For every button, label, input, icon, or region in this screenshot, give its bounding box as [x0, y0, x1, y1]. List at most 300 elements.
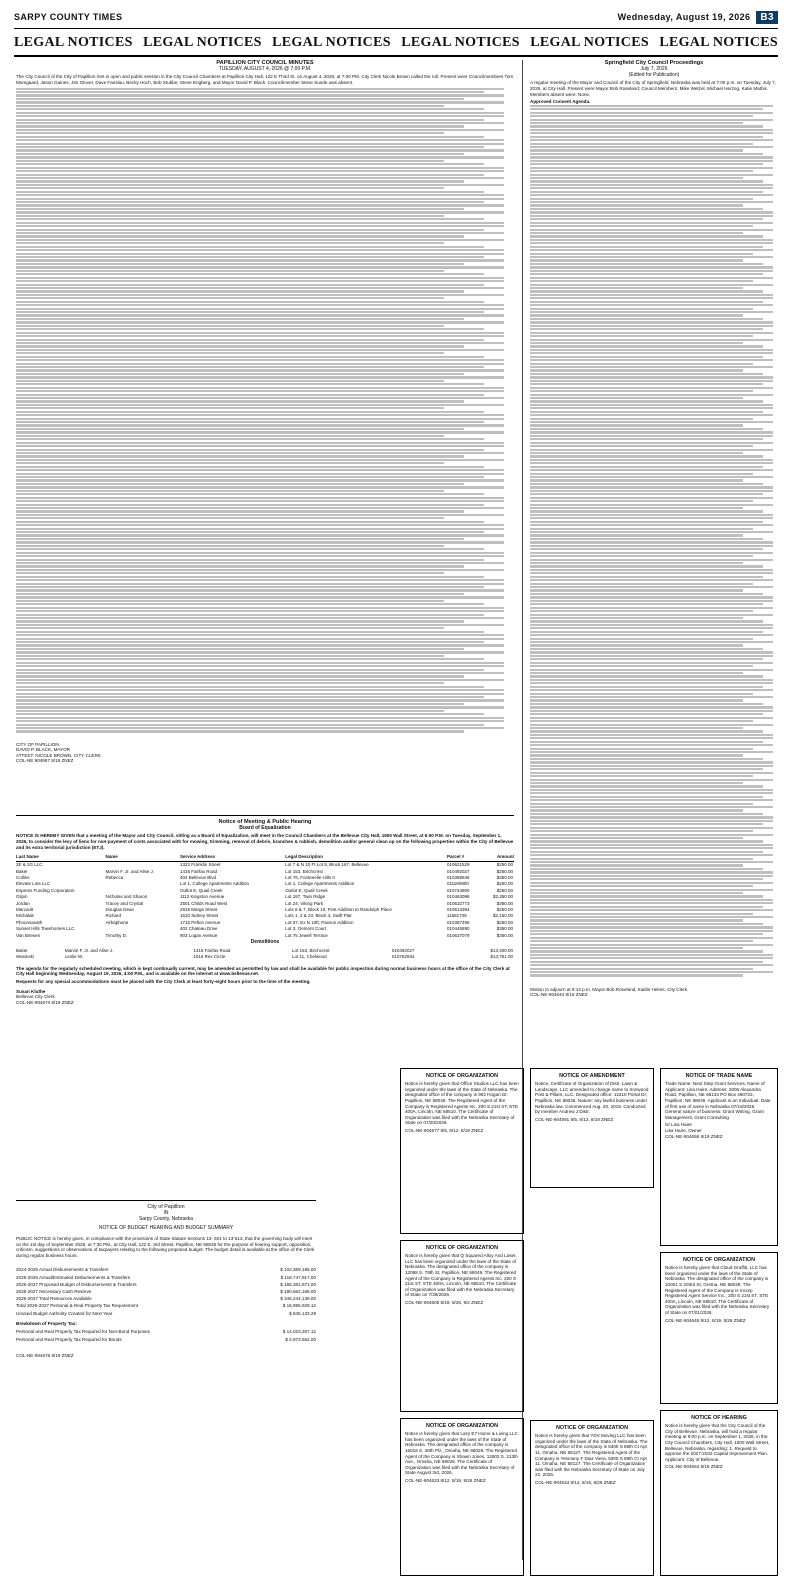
fine-print-line — [530, 854, 773, 856]
budget-line-amount: $ 16,996,929.12 — [282, 1303, 316, 1309]
fine-print-line — [16, 328, 484, 330]
fine-print-line — [16, 242, 444, 244]
fine-print-line — [530, 631, 763, 633]
fine-print-line — [16, 541, 504, 543]
fine-print-line — [16, 713, 484, 715]
notice-title: NOTICE OF TRADE NAME — [685, 1073, 753, 1079]
fine-print-line — [530, 160, 773, 162]
fine-print-line — [530, 287, 743, 289]
budget-line-label: 2026-2027 Total Resources Available — [16, 1296, 92, 1302]
fine-print-line — [530, 868, 763, 870]
fine-print-line — [16, 335, 504, 337]
fine-print-line — [16, 706, 504, 708]
fine-print-line — [16, 651, 504, 653]
fine-print-line — [530, 768, 763, 770]
budget-line — [16, 1302, 316, 1309]
fine-print-line — [530, 926, 773, 928]
fine-print-line — [16, 435, 444, 437]
table-cell: Michalak — [16, 913, 34, 919]
fine-print-line — [530, 909, 773, 911]
fine-print-line — [16, 672, 504, 674]
table-cell: Nicholas and Sharon — [105, 894, 148, 900]
fine-print-line — [16, 390, 504, 392]
signature-line: ATTEST: NICOLE BROWN, CITY CLERK — [16, 752, 101, 758]
fine-print-line — [530, 569, 773, 571]
fine-print-line — [530, 108, 763, 110]
fine-print-line — [530, 366, 773, 368]
equalization-subtitle: Board of Equalization — [239, 825, 291, 832]
fine-print-line — [16, 136, 484, 138]
masthead-right — [618, 11, 778, 24]
springfield-minutes-edited: (Edited for Publication) — [628, 72, 680, 79]
fine-print-line — [16, 428, 464, 430]
fine-print-line — [16, 290, 464, 292]
fine-print-line — [16, 235, 464, 237]
notice-code: COL-NE-904605 8/19, 8/26, 9/2 ZNEZ — [405, 1299, 484, 1305]
fine-print-line — [530, 679, 773, 681]
fine-print-line — [530, 913, 753, 915]
fine-print-line — [16, 675, 464, 677]
fine-print-line — [530, 517, 773, 519]
fine-print-line — [530, 424, 743, 426]
table-cell: Rebecca — [105, 874, 124, 880]
table-cell: Baker — [16, 947, 28, 953]
papillion-minutes — [16, 60, 514, 806]
table-cell: Outlot E, Quail Creek — [179, 887, 223, 893]
fine-print-line — [16, 297, 444, 299]
fine-print-line — [530, 198, 753, 200]
fine-print-line — [530, 620, 763, 622]
fine-print-line — [16, 500, 504, 502]
fine-print-line — [16, 555, 504, 557]
demolitions-label: Demolitions — [250, 939, 280, 946]
fine-print-line — [530, 174, 773, 176]
notice-body: Notice is hereby given that the City Council of the City of Bellevue, Nebraska, will hold a regular meeting at 6:00 p.m. on September 1, 2026, in the City Council Chambers, City Hall, 1500 Wall Street, Bellevue, Nebraska, regarding: 1. Request to approve the 2027-2032 Capital Improvement Plan. Applicant: City of Bellevue. — [665, 1423, 770, 1462]
fine-print-line — [530, 411, 763, 413]
fine-print-line — [530, 531, 773, 533]
table-cell: 010621529 — [446, 862, 470, 868]
fine-print-line — [16, 534, 504, 536]
fine-print-line — [530, 459, 773, 461]
fine-print-line — [16, 177, 504, 179]
fine-print-line — [530, 129, 773, 131]
fine-print-line — [530, 438, 763, 440]
springfield-minutes-ending: Motion to adjourn at 9:13 p.m. Mayor Bob Roseland, Kaitlin Helms, City Clerk. — [530, 986, 689, 992]
fine-print-line — [530, 950, 763, 952]
fine-print-line — [530, 500, 753, 502]
table-cell: $250.00 — [496, 919, 513, 925]
fine-print-line — [530, 957, 773, 959]
fine-print-line — [16, 163, 484, 165]
fine-print-line — [530, 899, 773, 901]
budget-line — [16, 1274, 316, 1281]
fine-print-line — [530, 246, 763, 248]
fine-print-line — [16, 301, 484, 303]
fine-print-line — [16, 194, 504, 196]
fine-print-line — [530, 644, 743, 646]
fine-print-line — [16, 473, 504, 475]
fine-print-line — [530, 555, 753, 557]
fine-print-line — [530, 885, 753, 887]
fine-print-line — [16, 469, 504, 471]
fine-print-line — [530, 651, 773, 653]
fine-print-line — [16, 397, 504, 399]
notice-title: NOTICE OF ORGANIZATION — [425, 1073, 499, 1079]
fine-print-line — [16, 476, 484, 478]
springfield-consent-heading: Approved Consent Agenda. — [530, 99, 591, 105]
fine-print-line — [16, 101, 504, 103]
notice-title: NOTICE OF ORGANIZATION — [425, 1245, 499, 1251]
fine-print-line — [530, 486, 773, 488]
budget-breakdown — [16, 1328, 316, 1342]
fine-print-line — [530, 754, 743, 756]
fine-print-line — [530, 211, 773, 213]
table-cell: 1112 Kingston Avenue — [179, 894, 225, 900]
fine-print-line — [16, 517, 444, 519]
table-cell: 1610 Sidney Street — [179, 913, 219, 919]
fine-print-line — [16, 466, 484, 468]
fine-print-line — [530, 115, 753, 117]
fine-print-line — [530, 930, 773, 932]
budget-line-label: Total 2026-2027 Personal & Real Property Tax Requirement — [16, 1303, 138, 1309]
fine-print-line — [530, 363, 753, 365]
equalization-signer: Susan Kluthe — [16, 988, 46, 994]
fine-print-line — [16, 497, 504, 499]
fine-print-line — [530, 452, 743, 454]
budget-line — [16, 1295, 316, 1302]
fine-print-line — [530, 462, 773, 464]
fine-print-line — [16, 696, 484, 698]
fine-print-line — [530, 167, 773, 169]
fine-print-line — [16, 583, 504, 585]
table-cell: Lot 153, Birchcrest — [285, 868, 323, 874]
fine-print-line — [530, 730, 763, 732]
fine-print-line — [16, 624, 504, 626]
fine-print-line — [530, 273, 763, 275]
budget-breakdown-label: Breakdown of Property Tax: — [16, 1320, 77, 1326]
fine-print-line — [16, 614, 484, 616]
table-cell: Van Briesen — [16, 932, 41, 938]
table-cell: $250.00 — [496, 862, 513, 868]
fine-print-line — [530, 359, 773, 361]
budget-line-label: 2026-2027 Proposed Budget of Disbursements & Transfers — [16, 1281, 137, 1287]
fine-print-line — [530, 761, 773, 763]
fine-print-line — [16, 352, 444, 354]
fine-print-line — [530, 473, 753, 475]
table-cell: Lots 6 & 7, Block 10, First Addition to Randolph Place — [285, 906, 392, 912]
fine-print-line — [530, 772, 773, 774]
fine-print-line — [530, 163, 763, 165]
fine-print-line — [530, 534, 743, 536]
fine-print-line — [16, 218, 484, 220]
fine-print-line — [530, 476, 773, 478]
budget-line-amount: $ 102,369,195.00 — [280, 1267, 316, 1273]
fine-print-line — [530, 737, 773, 739]
table-cell: 010762834 — [391, 953, 415, 959]
fine-print-line — [530, 675, 763, 677]
notice-office-studios — [400, 1068, 524, 1234]
fine-print-line — [530, 617, 743, 619]
fine-print-line — [16, 108, 484, 110]
fine-print-line — [16, 318, 464, 320]
fine-print-line — [16, 225, 504, 227]
fine-print-line — [16, 579, 504, 581]
fine-print-line — [530, 442, 773, 444]
papillion-signature — [16, 742, 514, 764]
fine-print-line — [16, 201, 484, 203]
fine-print-line — [16, 174, 484, 176]
fine-print-line — [530, 816, 773, 818]
fine-print-line — [530, 779, 773, 781]
fine-print-line — [530, 301, 763, 303]
table-cell: $250.00 — [496, 868, 513, 874]
fine-print-line — [16, 387, 504, 389]
fine-print-line — [530, 741, 763, 743]
fine-print-line — [16, 524, 504, 526]
fine-print-line — [530, 799, 773, 801]
publication-name: SARPY COUNTY TIMES — [14, 12, 123, 22]
fine-print-line — [16, 373, 464, 375]
fine-print-line — [530, 394, 773, 396]
fine-print-line — [16, 246, 484, 248]
banner-label: LEGAL NOTICES — [272, 35, 391, 50]
fine-print-line — [530, 184, 773, 186]
fine-print-line — [530, 861, 773, 863]
fine-print-line — [530, 693, 753, 695]
fine-print-line — [530, 548, 763, 550]
fine-print-line — [530, 122, 743, 124]
fine-print-line — [530, 493, 763, 495]
fine-print-line — [16, 418, 504, 420]
fine-print-line — [16, 596, 504, 598]
table-cell: Marvin F. Jr. and Alise J. — [105, 868, 155, 874]
fine-print-line — [16, 449, 484, 451]
fine-print-line — [530, 968, 753, 970]
table-cell: Leslie W. — [64, 953, 84, 959]
fine-print-line — [530, 792, 773, 794]
fine-print-line — [530, 342, 743, 344]
fine-print-line — [16, 167, 504, 169]
fine-print-line — [16, 256, 484, 258]
fine-print-line — [530, 510, 763, 512]
fine-print-line — [530, 662, 773, 664]
fine-print-line — [530, 373, 763, 375]
notice-code: COL-NE-904663 8/19 ZNEZ — [665, 1464, 723, 1470]
fine-print-line — [530, 277, 773, 279]
fine-print-line — [530, 119, 773, 121]
fine-print-line — [16, 266, 504, 268]
budget-line-amount: $ 165,381,971.00 — [280, 1281, 316, 1287]
table-cell: 010492027 — [446, 868, 470, 874]
fine-print-line — [530, 514, 773, 516]
page-number: B3 — [756, 11, 778, 24]
notice-body: Notice is hereby given that YDV Moving LLC has been organized under the laws of the State of Nebraska. The designated office of the company is 5300 S 86th Ct Apt 11, Omaha, NE 68127. The Registered Agent of the Company is Yesmany F Diaz Viera, 5300 S 86th Ct Apt 11, Omaha, NE 68127. The Certificate of Organization was filed with the Nebraska Secretary of State on July 22, 2026. — [535, 1433, 648, 1478]
table-cell: $350.00 — [496, 926, 513, 932]
fine-print-line — [530, 562, 743, 564]
fine-print-line — [530, 710, 773, 712]
fine-print-line — [16, 280, 504, 282]
table-cell: $13,751.00 — [490, 953, 513, 959]
fine-print-line — [530, 541, 773, 543]
fine-print-line — [16, 184, 504, 186]
fine-print-line — [530, 325, 773, 327]
fine-print-line — [16, 510, 464, 512]
fine-print-line — [16, 249, 504, 251]
fine-print-line — [16, 115, 504, 117]
fine-print-line — [16, 627, 444, 629]
fine-print-line — [530, 318, 763, 320]
table-cell: Lot 37, Ex N 10ft, Paxson Addition — [285, 919, 354, 925]
fine-print-line — [530, 830, 753, 832]
banner-label: LEGAL NOTICES — [401, 35, 520, 50]
equalization-code: COL-NE-904674 8/19 ZNEZ — [16, 999, 74, 1005]
fine-print-line — [16, 263, 464, 265]
budget-line-label: 2026-2027 Necessary Cash Reserve — [16, 1288, 92, 1294]
fine-print-line — [16, 394, 484, 396]
fine-print-line — [530, 311, 773, 313]
fine-print-line — [16, 284, 484, 286]
fine-print-line — [530, 479, 743, 481]
fine-print-line — [16, 703, 464, 705]
fine-print-line — [16, 191, 484, 193]
budget-notice-heading: NOTICE OF BUDGET HEARING AND BUDGET SUMMARY — [98, 1225, 234, 1231]
fine-print-line — [530, 734, 773, 736]
table-cell: Baker — [16, 868, 28, 874]
fine-print-line — [530, 565, 763, 567]
papillion-minutes-date: TUESDAY, AUGUST 4, 2026 @ 7:00 P.M. — [218, 66, 312, 73]
fine-print-line — [530, 387, 773, 389]
fine-print-line — [16, 187, 444, 189]
fine-print-line — [530, 397, 743, 399]
fine-print-line — [530, 624, 773, 626]
fine-print-line — [530, 428, 763, 430]
fine-print-line — [16, 125, 464, 127]
springfield-minutes-opening: A regular meeting of the Mayor and Council of the City of Springfield, Nebraska was held at 7:00 p.m. on Tuesday, July 7, 2026, at City Hall. Present were Mayor Bob Roseland; Council Members: Mike Wetzel, Michael Herzog, Katie Mathis. Members absent were: None. — [530, 80, 777, 97]
fine-print-line — [16, 369, 504, 371]
fine-print-line — [16, 593, 464, 595]
table-cell: $250.00 — [496, 906, 513, 912]
fine-print-line — [530, 641, 773, 643]
notice-body: Notice, Certificate of Organization of Distr. Lawn & Landscape, LLC amended to change name to Ironwood Post & Pillars, LLC. Designated office: 12310 Portal Dr, Papillion, NE 68046. Nature: any lawful business under Nebraska law. Commenced Aug. 20, 2019. Conducted by member Andrew J Distr. — [535, 1081, 649, 1115]
signature-line: DAVID P. BLACK, MAYOR — [16, 747, 71, 753]
fine-print-line — [530, 449, 773, 451]
fine-print-line — [16, 586, 484, 588]
fine-print-line — [530, 789, 773, 791]
fine-print-line — [530, 304, 773, 306]
fine-print-line — [530, 390, 753, 392]
table-cell: 11681739 — [446, 913, 467, 919]
fine-print-line — [16, 565, 464, 567]
table-cell: Gilpin — [16, 894, 28, 900]
fine-print-line — [530, 407, 773, 409]
fine-print-line — [530, 335, 753, 337]
table-cell: Lot 76, Fontenelle Hills II — [285, 874, 335, 880]
fine-print-line — [16, 552, 504, 554]
table-cell: 010463098 — [446, 894, 470, 900]
table-cell: $250.00 — [496, 881, 513, 887]
fine-print-line — [530, 256, 773, 258]
fine-print-line — [530, 579, 773, 581]
fine-print-line — [530, 889, 773, 891]
fine-print-line — [530, 376, 773, 378]
fine-print-line — [16, 717, 504, 719]
demolitions-table — [16, 947, 514, 960]
fine-print-line — [530, 528, 753, 530]
fine-print-line — [530, 290, 763, 292]
fine-print-line — [530, 208, 763, 210]
fine-print-line — [530, 717, 773, 719]
table-cell: Marvin F. Jr. and Alise J. — [64, 947, 114, 953]
equalization-intro: NOTICE IS HEREBY GIVEN that a meeting of the Mayor and City Council, sitting as a Board of Equalization, will meet in the Council Chambers at the Bellevue City Hall, 1500 Wall Street, at 6:00 P.M. on Tuesday, September 1, 2026, to consider the levy of liens for non-payment of costs associated with for mowing, trimming, removal of debris, branches & rubbish, demolition and/or general clean up on the following properties within the City of Bellevue and its extra territorial jurisdiction (ETJ). — [16, 833, 514, 850]
fine-print-line — [16, 88, 504, 90]
fine-print-line — [530, 524, 773, 526]
fine-print-line — [530, 834, 773, 836]
fine-print-line — [16, 170, 504, 172]
budget-line-label: 2024-2025 Actual Disbursements & Transfers — [16, 1267, 109, 1273]
fine-print-line — [530, 672, 743, 674]
fine-print-line — [530, 490, 773, 492]
budget-line — [16, 1328, 316, 1335]
papillion-minutes-title: PAPILLION CITY COUNCIL MINUTES — [216, 60, 314, 66]
fine-print-line — [530, 748, 753, 750]
fine-print-line — [530, 706, 773, 708]
notice-title: NOTICE OF AMENDMENT — [559, 1073, 625, 1079]
fine-print-line — [16, 198, 504, 200]
equalization-signer-title: Bellevue City Clerk — [16, 994, 55, 1000]
papillion-minutes-opening: The City Council of the City of Papillion met in open and public session in the City Council Chambers at Papillion City Hall, 122 E Third St. on August 4, 2026, at 7:00 PM. City Clerk Nicole Brown called the roll. Present were Councilmembers Tom Mumgaard, Jason Gaines, Jim Glover, Dave Fanslau, Becky Hoch, Bob Stubbe, Steve Engberg, and Mayor David P. Black. Councilmember Steve Sunde was absent. — [16, 74, 514, 85]
fine-print-line — [530, 840, 763, 842]
fine-print-line — [530, 669, 773, 671]
fine-print-line — [530, 339, 773, 341]
fine-print-line — [530, 765, 773, 767]
fine-print-line — [530, 507, 743, 509]
fine-print-line — [530, 875, 773, 877]
fine-print-line — [16, 407, 444, 409]
fine-print-line — [530, 589, 743, 591]
fine-print-line — [530, 961, 763, 963]
fine-print-line — [16, 380, 444, 382]
table-header-row — [16, 854, 514, 861]
fine-print-line — [16, 669, 484, 671]
fine-print-line — [530, 232, 743, 234]
springfield-code: COL-NE-904644 8/19 ZNEZ — [530, 992, 588, 998]
table-cell: 1016 Rex Circle — [193, 953, 226, 959]
fine-print-line — [530, 139, 773, 141]
fine-print-line — [16, 376, 504, 378]
table-cell: Lots 1, 2 & 23, Block 4, Swift Plat — [285, 913, 352, 919]
notice-title: NOTICE OF HEARING — [691, 1415, 747, 1421]
fine-print-line — [16, 638, 504, 640]
fine-print-line — [530, 964, 773, 966]
fine-print-line — [16, 689, 504, 691]
fine-print-line — [16, 490, 444, 492]
fine-print-line — [16, 545, 444, 547]
fine-print-line — [530, 249, 773, 251]
fine-print-line — [530, 153, 763, 155]
fine-print-line — [16, 270, 444, 272]
fine-print-line — [530, 349, 773, 351]
fine-print-line — [530, 328, 763, 330]
fine-print-line — [530, 431, 773, 433]
table-cell: $2,350.00 — [492, 894, 513, 900]
fine-print-line — [530, 263, 763, 265]
fine-print-line — [530, 813, 763, 815]
notice-amendment — [530, 1068, 654, 1188]
table-cell: 903 Logan Avenue — [179, 932, 218, 938]
notice-body: Notice is hereby given that Lazy E7 Home & Living LLC has been organized under the laws of the State of Nebraska. The designated office of the company is 16016 S. 38th Plz., Omaha, NE 68028. The Registered Agent of the Company is Shawn Jones, 12602 S. 213th Ave., Omaha, NE 68028. The Certificate of Organization was filed with the Nebraska Secretary of State August 3rd, 2026. — [405, 1431, 518, 1476]
column-header: Legal Description — [285, 854, 447, 861]
fine-print-line — [530, 847, 773, 849]
